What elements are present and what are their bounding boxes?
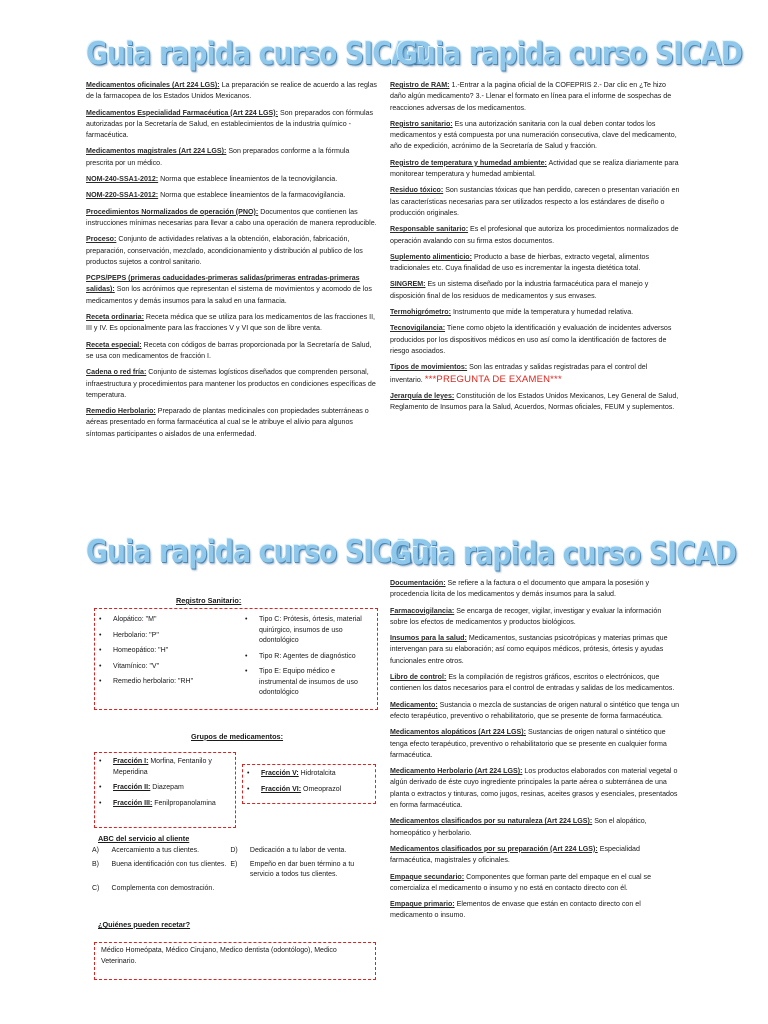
list-item bbox=[247, 769, 371, 780]
bullet-icon: • bbox=[247, 770, 250, 777]
definition-entry bbox=[390, 606, 680, 629]
abc-row bbox=[92, 860, 376, 884]
term-label: Documentación: bbox=[390, 579, 446, 587]
registro-left-list bbox=[99, 615, 229, 693]
fraction-text bbox=[261, 769, 336, 780]
list-item-text: Tipo C: Prótesis, órtesis, material quirúrgico, insumos de uso odontológico bbox=[259, 616, 362, 644]
definition-entry bbox=[390, 816, 680, 839]
list-item-text: Homeopático: "H" bbox=[113, 647, 169, 654]
definition-entry bbox=[86, 207, 378, 230]
term-label: Insumos para la salud: bbox=[390, 634, 467, 643]
term-definition: Son preparados con fórmulas autorizadas por la Secretaría de Salud, en establecimientos de la industria químico - farmacéutica. bbox=[86, 108, 374, 140]
term-definition: Norma que establece lineamientos de la farmacovigilancia. bbox=[158, 191, 346, 200]
term-label: Proceso: bbox=[86, 235, 117, 244]
abc-cell: A) bbox=[92, 847, 99, 854]
term-label: Responsable sanitario: bbox=[390, 225, 469, 234]
term-definition: Producto a base de hierbas, extracto vegetal, alimentos tradicionales etc. Cuya finalidad de uso es incrementar la ingesta dietética total. bbox=[390, 252, 650, 273]
term-definition: Son los acrónimos que representan el sistema de movimientos y acomodo de los medicamentos y demás insumos para la salud en una farmacia. bbox=[86, 285, 372, 305]
term-definition: Preparado de plantas medicinales con propiedades subterráneas o aéreas presentado en forma farmacéutica al cual se le atribuye el alivio para algunos síntomas participantes o aislados de una enfermedad. bbox=[86, 407, 369, 438]
term-definition: Los productos elaborados con material vegetal o algún derivado de éste cuyo ingrediente principales la parte aérea o subterránea de una planta o extractos y tinturas, como jugos, resinas, aceites grasos y esenciales, presentados en forma farmacéutica. bbox=[390, 767, 678, 810]
definition-entry bbox=[390, 307, 680, 318]
list-item bbox=[99, 677, 229, 688]
definition-entry bbox=[86, 340, 378, 363]
term-definition: Constitución de los Estados Unidos Mexicanos, Ley General de Salud, Reglamento de Insumos para la Salud, Acuerdos, Normas oficiales, FEUM y suplementos. bbox=[390, 391, 679, 412]
abc-cell: E) bbox=[230, 861, 238, 868]
term-label: Empaque secundario: bbox=[390, 872, 465, 881]
term-label: Residuo tóxico: bbox=[390, 186, 444, 195]
term-label: Empaque primario: bbox=[390, 900, 455, 909]
list-item-text: Tipo R: Agentes de diagnóstico bbox=[259, 652, 356, 660]
term-definition: Son las entradas y salidas registradas para el control del inventario. bbox=[390, 363, 648, 384]
fraction-text bbox=[113, 783, 184, 794]
term-definition: Sustancia o mezcla de sustancias de origen natural o sintético que tenga un efecto terapéutico, preventivo o rehabilitatorio, que se presente de forma farmacéutica. bbox=[390, 700, 680, 720]
definition-entry bbox=[390, 899, 680, 922]
bullet-icon: • bbox=[99, 631, 102, 639]
fraction-example: Fenilpropanolamina bbox=[152, 799, 216, 807]
fraction-text bbox=[261, 785, 341, 796]
recetar-title: ¿Quiénes pueden recetar? bbox=[98, 920, 191, 929]
definitions-list bbox=[390, 80, 680, 413]
fraction-example: Omeoprazol bbox=[301, 785, 342, 793]
term-definition: Tiene como objeto la identificación y evaluación de incidentes adversos producidos por los dispositivos médicos en uso así como la identificación de factores de riesgo asociados. bbox=[390, 324, 672, 355]
fraction-label: Fracción III: bbox=[113, 799, 153, 807]
term-definition: Es un sistema diseñado por la industria farmacéutica para el manejo y disposición final de los residuos de medicamentos y sus envases. bbox=[390, 280, 649, 300]
abc-row bbox=[92, 884, 376, 898]
fraction-text bbox=[113, 757, 231, 778]
abc-cell: Empeño en dar buen término a tu servicio a todos tus clientes. bbox=[249, 861, 355, 878]
list-item bbox=[99, 783, 231, 794]
definition-entry bbox=[390, 672, 680, 695]
definition-entry bbox=[390, 80, 680, 114]
term-definition: Medicamentos, sustancias psicotrópicas y materias primas que intervengan para su elaboración; así como equipos médicos, prótesis, órtesis y ayudas funcionales entre otros. bbox=[390, 634, 668, 665]
definition-entry bbox=[390, 119, 680, 153]
definition-entry bbox=[390, 252, 680, 275]
term-label: Libro de control: bbox=[390, 673, 447, 682]
definition-entry bbox=[390, 323, 680, 357]
term-definition: Documentos que contienen las instrucciones mínimas necesarias para llevar a cabo una operación de manera reproducible. bbox=[86, 207, 377, 227]
term-label: NOM-240-SSA1-2012: bbox=[86, 175, 159, 184]
list-item bbox=[99, 646, 229, 657]
term-definition: Componentes que forman parte del empaque en el cual se comercializa el medicamento o insumo y no está en contacto directo con él. bbox=[390, 872, 652, 892]
bullet-icon: • bbox=[99, 799, 102, 807]
term-definition: Son sustancias tóxicas que han perdido, carecen o presentan variación en las características necesarias para ser utilizados respecto a los estándares de diseño o producción originales. bbox=[390, 186, 680, 217]
term-definition: 1.-Entrar a la pagina oficial de la COFEPRIS 2.- Dar clic en ¿Te hizo daño algún medicamento? 3.- Llenar el formato en línea para el informe de sospechas de reacciones adversas de los medicamentos. bbox=[390, 81, 672, 112]
definition-entry bbox=[390, 700, 680, 723]
term-definition: Se encarga de recoger, vigilar, investigar y evaluar la información sobre los efectos de medicamentos y productos biológicos. bbox=[390, 606, 662, 626]
term-label: Medicamentos magistrales (Art 224 LGS): bbox=[86, 147, 227, 156]
guide-panel-top-right bbox=[390, 34, 743, 474]
term-label: Medicamentos Especialidad Farmacéutica (Art 224 LGS): bbox=[86, 108, 278, 117]
term-definition: Son preparados conforme a la fórmula prescrita por un médico. bbox=[86, 147, 350, 167]
list-item-text: Vitamínico: "V" bbox=[113, 662, 160, 670]
definition-entry bbox=[390, 766, 680, 811]
definition-entry bbox=[390, 578, 680, 601]
definition-entry bbox=[86, 108, 378, 142]
term-label: Registro de temperatura y humedad ambiente: bbox=[390, 158, 547, 167]
term-definition: Es el profesional que autoriza los procedimientos normalizados de operación avalando con su firma estos documentos. bbox=[390, 225, 679, 245]
term-label: Medicamento: bbox=[390, 700, 438, 709]
definition-entry bbox=[86, 406, 378, 440]
definition-entry bbox=[86, 190, 378, 201]
bullet-icon: • bbox=[245, 668, 248, 675]
definition-entry bbox=[86, 367, 378, 401]
definitions-list bbox=[390, 578, 680, 922]
fraction-example: Morfina, Fentanilo y Meperidina bbox=[113, 758, 212, 776]
term-label: Medicamentos oficinales (Art 224 LGS): bbox=[86, 81, 220, 89]
grupos-left-list bbox=[95, 753, 235, 818]
fraction-label: Fracción V: bbox=[261, 770, 299, 777]
abc-cell: Acercamiento a tus clientes. bbox=[111, 847, 200, 854]
bullet-icon: • bbox=[99, 784, 102, 791]
definition-entry bbox=[390, 391, 680, 414]
bullet-icon: • bbox=[245, 616, 248, 623]
term-definition: La preparación se realice de acuerdo a las reglas de la farmacopea de los Estados Unidos Mexicanos. bbox=[86, 81, 377, 101]
list-item bbox=[99, 757, 231, 778]
registro-right-list bbox=[245, 615, 375, 704]
term-label: Medicamentos clasificados por su naturaleza (Art 224 LGS): bbox=[390, 817, 593, 826]
recetar-text: Médico Homeópata, Médico Cirujano, Medico dentista (odontólogo), Medico Veterinario. bbox=[101, 947, 337, 965]
term-definition: Elementos de envase que están en contacto directo con el medicamento o insumo. bbox=[390, 900, 641, 920]
list-item bbox=[99, 631, 229, 642]
abc-cell: Complementa con demostración. bbox=[111, 885, 215, 892]
term-label: Receta ordinaria: bbox=[86, 313, 144, 322]
abc-cell bbox=[230, 884, 250, 898]
abc-cell: D) bbox=[230, 847, 238, 854]
term-definition: Norma que establece lineamientos de la tecnovigilancia. bbox=[158, 175, 338, 184]
definition-entry bbox=[390, 872, 680, 895]
term-label: Registro de RAM: bbox=[390, 81, 450, 89]
term-label: PCPS/PEPS (primeras caducidades-primeras salidas/primeras entradas-primeras salidas): bbox=[86, 274, 360, 294]
term-label: Jerarquía de leyes: bbox=[390, 391, 455, 400]
fraction-label: Fracción II: bbox=[113, 784, 151, 791]
term-label: Medicamentos alopáticos (Art 224 LGS): bbox=[390, 728, 526, 737]
page-title: Guia rapida curso SICAD bbox=[86, 36, 433, 72]
abc-cell: Buena identificación con tus clientes. bbox=[111, 861, 227, 868]
term-definition: Conjunto de sistemas logísticos diseñados que comprenden personal, infraestructura y procedimientos para mantener los productos en condiciones específicas de temperatura. bbox=[86, 368, 376, 399]
fraction-label: Fracción VI: bbox=[261, 785, 302, 793]
term-definition: Receta médica que se utiliza para los medicamentos de las fracciones II, III y IV. Es opcionalmente para las fracciones V y VI que son de libre venta. bbox=[86, 313, 376, 333]
term-definition: Sustancias de origen natural o sintético que tenga efecto terapéutico, preventivo o rehabilitatorio que se presente en cualquier forma farmacéutica. bbox=[390, 728, 667, 759]
recetar-box bbox=[94, 942, 376, 980]
term-label: Suplemento alimenticio: bbox=[390, 252, 472, 261]
definition-entry bbox=[86, 273, 378, 307]
definition-entry bbox=[86, 174, 378, 185]
term-label: Farmacovigilancia: bbox=[390, 606, 455, 615]
bullet-icon: • bbox=[99, 647, 102, 654]
list-item bbox=[99, 799, 231, 810]
term-label: Cadena o red fría: bbox=[86, 368, 147, 377]
list-item-text: Herbolario: "P" bbox=[113, 631, 159, 639]
term-definition: Actividad que se realiza diariamente para monitorear temperatura y humedad ambiental. bbox=[390, 158, 679, 179]
term-definition: Conjunto de actividades relativas a la obtención, elaboración, fabricación, preparación, conservación, mezclado, acondicionamiento y distribución al publico de los productos sujetos a control sanitario. bbox=[86, 235, 363, 266]
page-title: Guia rapida curso SICAD bbox=[396, 36, 743, 72]
definition-entry bbox=[86, 234, 378, 268]
grupos-right-list bbox=[243, 765, 375, 804]
bullet-icon: • bbox=[99, 616, 102, 623]
page-title: Guia rapida curso SICAD bbox=[390, 536, 737, 572]
exam-note: ***PREGUNTA DE EXAMEN*** bbox=[424, 373, 562, 385]
term-definition: Es una autorización sanitaria con la cual deben contar todos los medicamentos y está compuesta por una numeración consecutiva, clave del medicamento, año de expedición, acrónimo de la Secretaría de Salud y fracción. bbox=[390, 119, 677, 151]
fraction-example: Diazepam bbox=[150, 784, 184, 791]
abc-cell: C) bbox=[92, 885, 100, 892]
page-title: Guia rapida curso SICAD bbox=[86, 534, 433, 570]
definition-entry bbox=[390, 279, 680, 302]
fraction-example: Hidrotalcita bbox=[298, 770, 336, 777]
list-item bbox=[99, 662, 229, 673]
bullet-icon: • bbox=[247, 785, 250, 793]
term-label: Termohigrómetro: bbox=[390, 308, 451, 317]
bullet-icon: • bbox=[99, 662, 102, 670]
term-definition: Se refiere a la factura o el documento que ampara la posesión y procedencia lícita de los medicamentos y demás insumos para la salud. bbox=[390, 579, 650, 599]
abc-title: ABC del servicio al cliente bbox=[98, 834, 190, 843]
abc-cell bbox=[250, 884, 376, 898]
list-item bbox=[247, 785, 371, 796]
bullet-icon: • bbox=[245, 652, 248, 660]
term-label: Tipos de movimientos: bbox=[390, 363, 468, 372]
definition-entry bbox=[390, 633, 680, 667]
term-label: Tecnovigilancia: bbox=[390, 324, 446, 333]
fraction-text bbox=[113, 799, 216, 810]
bullet-icon: • bbox=[99, 678, 102, 685]
term-definition: Son el alopático, homeopático y herbolario. bbox=[390, 817, 647, 837]
term-definition: Especialidad farmacéutica, magistrales y oficinales. bbox=[390, 844, 640, 865]
term-definition: Instrumento que mide la temperatura y humedad relativa. bbox=[450, 308, 634, 317]
definition-entry bbox=[390, 185, 680, 219]
definition-entry bbox=[390, 727, 680, 761]
registro-sanitario-box bbox=[94, 608, 378, 710]
fraction-label: Fracción I: bbox=[113, 758, 149, 765]
definitions-list bbox=[86, 80, 378, 440]
definition-entry bbox=[86, 146, 378, 169]
definition-entry bbox=[390, 844, 680, 867]
list-item-text: Alopático: "M" bbox=[113, 616, 157, 623]
abc-cell: B) bbox=[92, 861, 99, 868]
abc-row bbox=[92, 846, 376, 860]
term-definition: Receta con códigos de barras proporcionada por la Secretaría de Salud, se usa con medicamentos de fracción I. bbox=[86, 340, 372, 360]
term-label: Remedio Herbolario: bbox=[86, 407, 156, 416]
grupos-right-box bbox=[242, 764, 376, 804]
abc-table bbox=[92, 846, 376, 898]
guide-panel-bottom-right bbox=[390, 534, 737, 994]
grupos-title: Grupos de medicamentos: bbox=[191, 732, 284, 741]
list-item bbox=[99, 615, 229, 626]
registro-sanitario-title: Registro Sanitario: bbox=[176, 596, 242, 605]
grupos-left-box bbox=[94, 752, 236, 828]
definition-entry bbox=[86, 312, 378, 335]
list-item-text: Remedio herbolario: "RH" bbox=[113, 678, 194, 685]
term-label: Medicamentos clasificados por su preparación (Art 224 LGS): bbox=[390, 844, 598, 853]
list-item-text: Tipo E: Equipo médico e instrumental de insumos de uso odontológico bbox=[259, 668, 358, 696]
definition-entry bbox=[390, 158, 680, 181]
term-label: Registro sanitario: bbox=[390, 119, 453, 128]
term-label: NOM-220-SSA1-2012: bbox=[86, 191, 159, 200]
list-item bbox=[245, 615, 375, 647]
term-label: Receta especial: bbox=[86, 340, 142, 349]
term-label: SINGREM: bbox=[390, 280, 426, 289]
definition-entry bbox=[86, 80, 378, 103]
term-definition: Es la compilación de registros gráficos, escritos o electrónicos, que contienen los datos necesarios para el control de entradas y salidas de los medicamentos. bbox=[390, 673, 675, 693]
definition-entry bbox=[390, 224, 680, 247]
definition-entry bbox=[390, 362, 680, 386]
list-item bbox=[245, 667, 375, 699]
bullet-icon: • bbox=[99, 758, 102, 765]
list-item bbox=[245, 652, 375, 663]
term-label: Procedimientos Normalizados de operación (PNO): bbox=[86, 207, 259, 216]
term-label: Medicamento Herbolario (Art 224 LGS): bbox=[390, 767, 523, 776]
abc-cell: Dedicación a tu labor de venta. bbox=[249, 847, 347, 854]
